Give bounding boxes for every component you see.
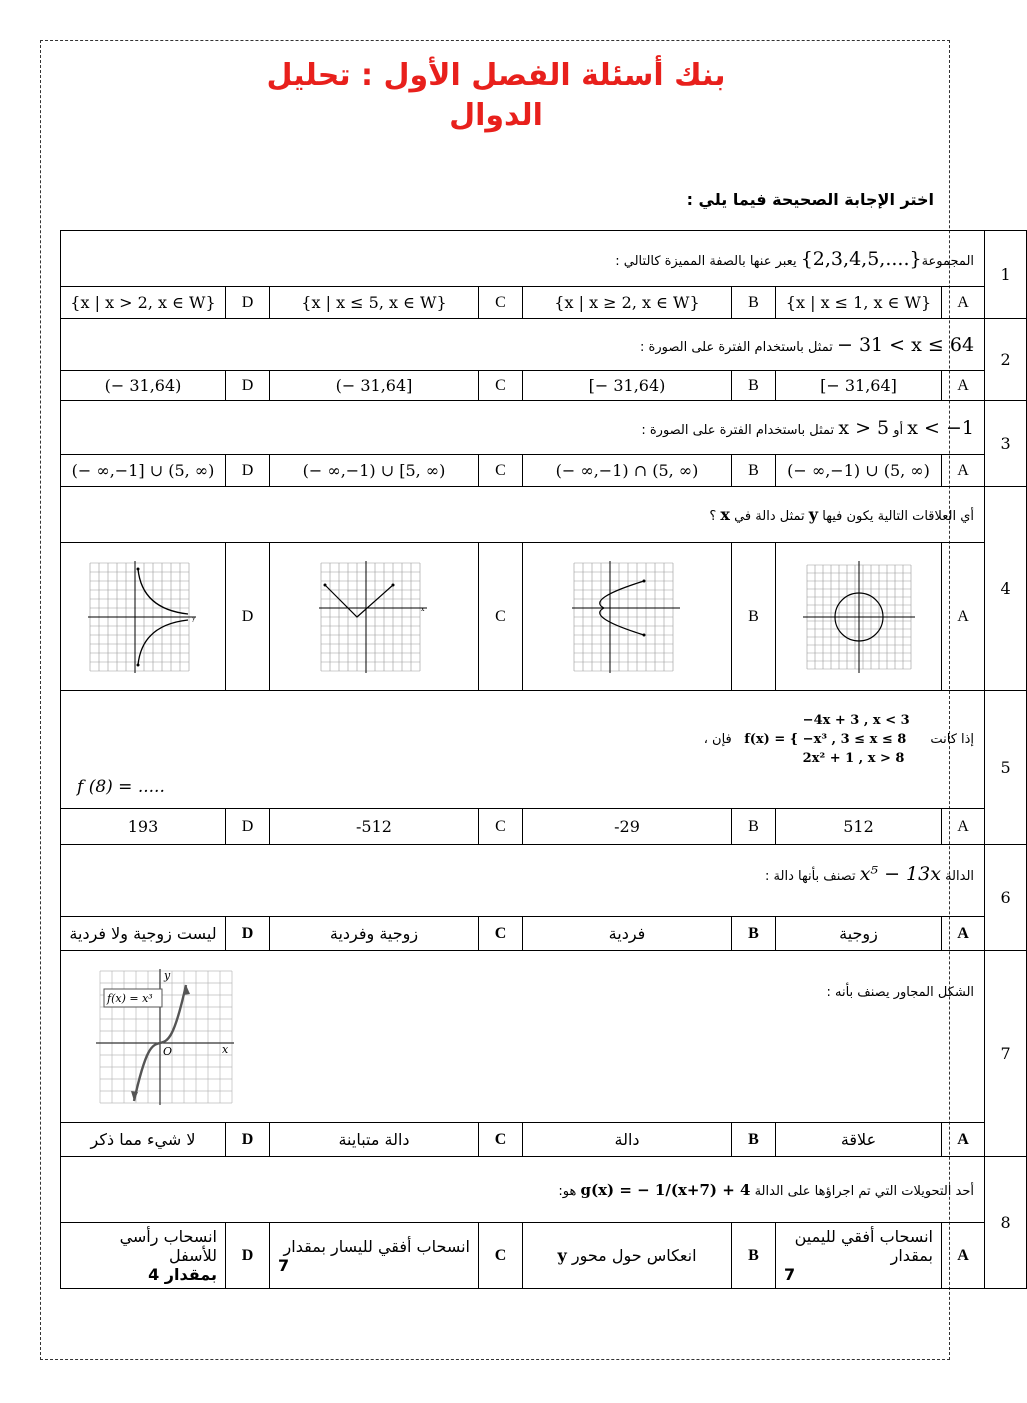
q3-letter-d: D [226,455,270,487]
q5-letter-c: C [479,809,523,845]
q5-letter-b: B [732,809,776,845]
q4-option-b-graph[interactable] [523,543,732,691]
q3-option-b[interactable]: (− ∞,−1) ∩ (5, ∞) [523,455,732,487]
q5-number: 5 [985,691,1027,845]
q8-number: 8 [985,1157,1027,1289]
q5-option-a[interactable]: 512 [776,809,942,845]
q7-option-c[interactable]: دالة متباينة [270,1123,479,1157]
q6-option-a[interactable]: زوجية [776,917,942,951]
q3-option-d[interactable]: (− ∞,−1] ∪ (5, ∞) [61,455,226,487]
q2-option-a[interactable]: [− 31,64] [776,371,942,401]
q2-number: 2 [985,319,1027,401]
q1-letter-b: B [732,287,776,319]
q8-stem: أحد التحويلات التي تم اجراؤها على الدالة g(x) = − 1/(x+7) + 4 هو: [61,1157,985,1223]
q1-option-c[interactable]: {x | x ≤ 5, x ∈ W} [270,287,479,319]
q2-letter-c: C [479,371,523,401]
q3-letter-b: B [732,455,776,487]
graph-absolute-value [319,561,429,673]
piecewise-function: f(x) = { −4x + 3 , x < 3 −x³ , 3 ≤ x ≤ 8 2x² + 1 , x > 8 [744,712,910,766]
origin-label: O [163,1044,173,1058]
q2-letter-a: A [942,371,985,401]
q7-number: 7 [985,951,1027,1157]
q5-stem: إذا كانت f(x) = { −4x + 3 , x < 3 −x³ , 3 ≤ x ≤ 8 2x² + 1 , x > 8 فإن ، f (8) = ..... [61,691,985,809]
q8-option-c[interactable]: انسحاب أفقي لليسار بمقدار 7 [270,1223,479,1289]
graph-function-label: f(x) = x³ [107,991,153,1005]
graph-hyperbola [88,561,198,673]
q6-letter-b: B [732,917,776,951]
q1-option-a[interactable]: {x | x ≤ 1, x ∈ W} [776,287,942,319]
q5-option-d[interactable]: 193 [61,809,226,845]
q4-stem: أي العلاقات التالية يكون فيها y تمثل دالة في x ؟ [61,487,985,543]
q2-letter-d: D [226,371,270,401]
q3-option-a[interactable]: (− ∞,−1) ∪ (5, ∞) [776,455,942,487]
q5-option-c[interactable]: -512 [270,809,479,845]
q6-number: 6 [985,845,1027,951]
q6-letter-a: A [942,917,985,951]
graph-parabola-sideways [572,561,682,673]
q1-letter-a: A [942,287,985,319]
q3-stem: x < −1 أو x > 5 تمثل باستخدام الفترة على الصورة : [61,401,985,455]
q6-letter-c: C [479,917,523,951]
q2-option-d[interactable]: (− 31,64) [61,371,226,401]
q8-option-d[interactable]: انسحاب رأسي للأسفل بمقدار 4 [61,1223,226,1289]
q8-letter-d: D [226,1223,270,1289]
q1-stem: المجموعة{2,3,4,5,....} يعبر عنها بالصفة المميزة كالتالي : [61,231,985,287]
q4-letter-c: C [479,543,523,691]
page-title-line2: الدوال [449,98,543,133]
q6-letter-d: D [226,917,270,951]
q7-letter-d: D [226,1123,270,1157]
questions-table [60,230,1027,1289]
q3-letter-a: A [942,455,985,487]
q4-number: 4 [985,487,1027,691]
q6-stem: الدالة x⁵ − 13x تصنف بأنها دالة : [61,845,985,917]
q6-option-d[interactable]: ليست زوجية ولا فردية [61,917,226,951]
q1-letter-d: D [226,287,270,319]
q7-letter-c: C [479,1123,523,1157]
q1-number: 1 [985,231,1027,319]
q2-letter-b: B [732,371,776,401]
q4-option-a-graph[interactable] [776,543,942,691]
q1-letter-c: C [479,287,523,319]
q7-option-a[interactable]: علاقة [776,1123,942,1157]
graph-cubic [94,967,236,1107]
q4-option-d-graph[interactable] [61,543,226,691]
q8-option-b[interactable]: انعكاس حول محور y [523,1223,732,1289]
q2-option-b[interactable]: [− 31,64) [523,371,732,401]
q8-letter-b: B [732,1223,776,1289]
q6-option-c[interactable]: زوجية وفردية [270,917,479,951]
axis-label-y: y [192,614,196,622]
q5-letter-a: A [942,809,985,845]
q7-graph-cell [61,951,270,1123]
instruction: اختر الإجابة الصحيحة فيما يلي : [686,190,934,209]
q4-letter-d: D [226,543,270,691]
q4-letter-b: B [732,543,776,691]
graph-circle [803,561,915,673]
q5-evaluate: f (8) = ..... [77,776,165,797]
q2-stem: − 31 < x ≤ 64 تمثل باستخدام الفترة على الصورة : [61,319,985,371]
q1-option-d[interactable]: {x | x > 2, x ∈ W} [61,287,226,319]
q3-option-c[interactable]: (− ∞,−1) ∪ [5, ∞) [270,455,479,487]
q5-option-b[interactable]: -29 [523,809,732,845]
axis-label-x: x [222,1042,229,1056]
q1-option-b[interactable]: {x | x ≥ 2, x ∈ W} [523,287,732,319]
q7-stem: الشكل المجاور يصنف بأنه : [270,951,985,1123]
axis-label-y: y [164,968,171,982]
q7-letter-b: B [732,1123,776,1157]
q8-letter-a: A [942,1223,985,1289]
q3-letter-c: C [479,455,523,487]
q7-option-b[interactable]: دالة [523,1123,732,1157]
q4-option-c-graph[interactable] [270,543,479,691]
q6-option-b[interactable]: فردية [523,917,732,951]
q5-letter-d: D [226,809,270,845]
q2-option-c[interactable]: (− 31,64] [270,371,479,401]
axis-label-x: x [421,605,425,613]
q7-option-d[interactable]: لا شيء مما ذكر [61,1123,226,1157]
q7-letter-a: A [942,1123,985,1157]
q4-letter-a: A [942,543,985,691]
page-title: بنك أسئلة الفصل الأول : تحليل [266,58,726,93]
q8-letter-c: C [479,1223,523,1289]
q3-number: 3 [985,401,1027,487]
q8-option-a[interactable]: انسحاب أفقي لليمين بمقدار 7 [776,1223,942,1289]
